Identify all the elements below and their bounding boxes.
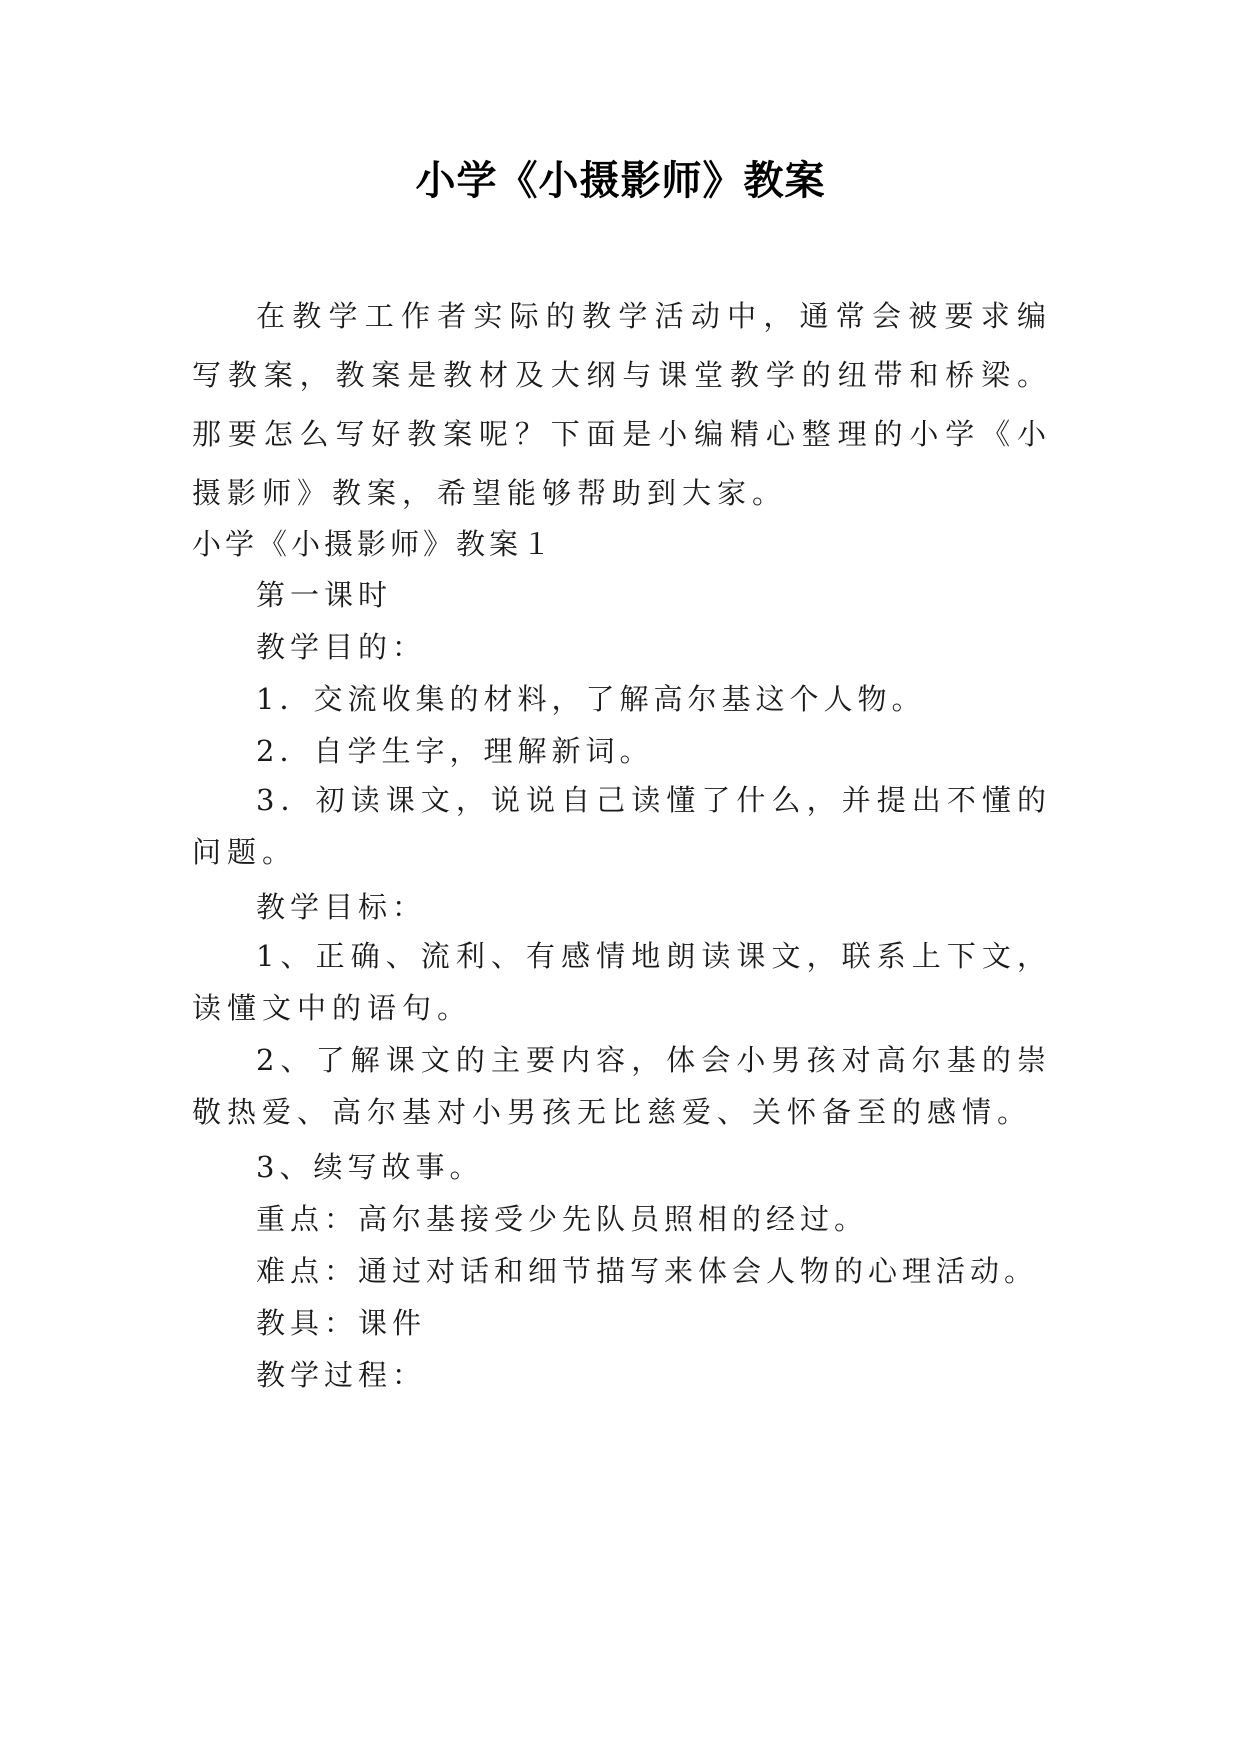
purpose-item-2: 2．自学生字，理解新词。 xyxy=(256,734,654,768)
purpose-item-1: 1．交流收集的材料，了解高尔基这个人物。 xyxy=(256,682,926,716)
purpose-heading: 教学目的： xyxy=(256,630,427,664)
goals-heading: 教学目标： xyxy=(256,890,427,924)
difficulty-point: 难点：通过对话和细节描写来体会人物的心理活动。 xyxy=(256,1254,1039,1288)
goal-item-1: 1、正确、流利、有感情地朗读课文，联系上下文，读懂文中的语句。 xyxy=(192,939,1052,1025)
key-point: 重点：高尔基接受少先队员照相的经过。 xyxy=(256,1202,869,1236)
teaching-tools: 教具：课件 xyxy=(256,1306,427,1340)
goal-item-2: 2、了解课文的主要内容，体会小男孩对高尔基的崇敬热爱、高尔基对小男孩无比慈爱、关怀备至的感情。 xyxy=(192,1043,1052,1129)
document-title: 小学《小摄影师》教案 xyxy=(415,157,826,204)
process-heading: 教学过程： xyxy=(256,1358,427,1392)
intro-paragraph: 在教学工作者实际的教学活动中，通常会被要求编写教案，教案是教材及大纲与课堂教学的纽带和桥梁。那要怎么写好教案呢？下面是小编精心整理的小学《小摄影师》教案，希望能够帮助到大家。 xyxy=(192,299,1052,510)
purpose-item-3: 3．初读课文，说说自己读懂了什么，并提出不懂的问题。 xyxy=(192,783,1052,869)
lesson-label: 第一课时 xyxy=(256,578,393,612)
goal-item-3: 3、续写故事。 xyxy=(256,1150,484,1184)
section-heading: 小学《小摄影师》教案１ xyxy=(192,527,556,561)
